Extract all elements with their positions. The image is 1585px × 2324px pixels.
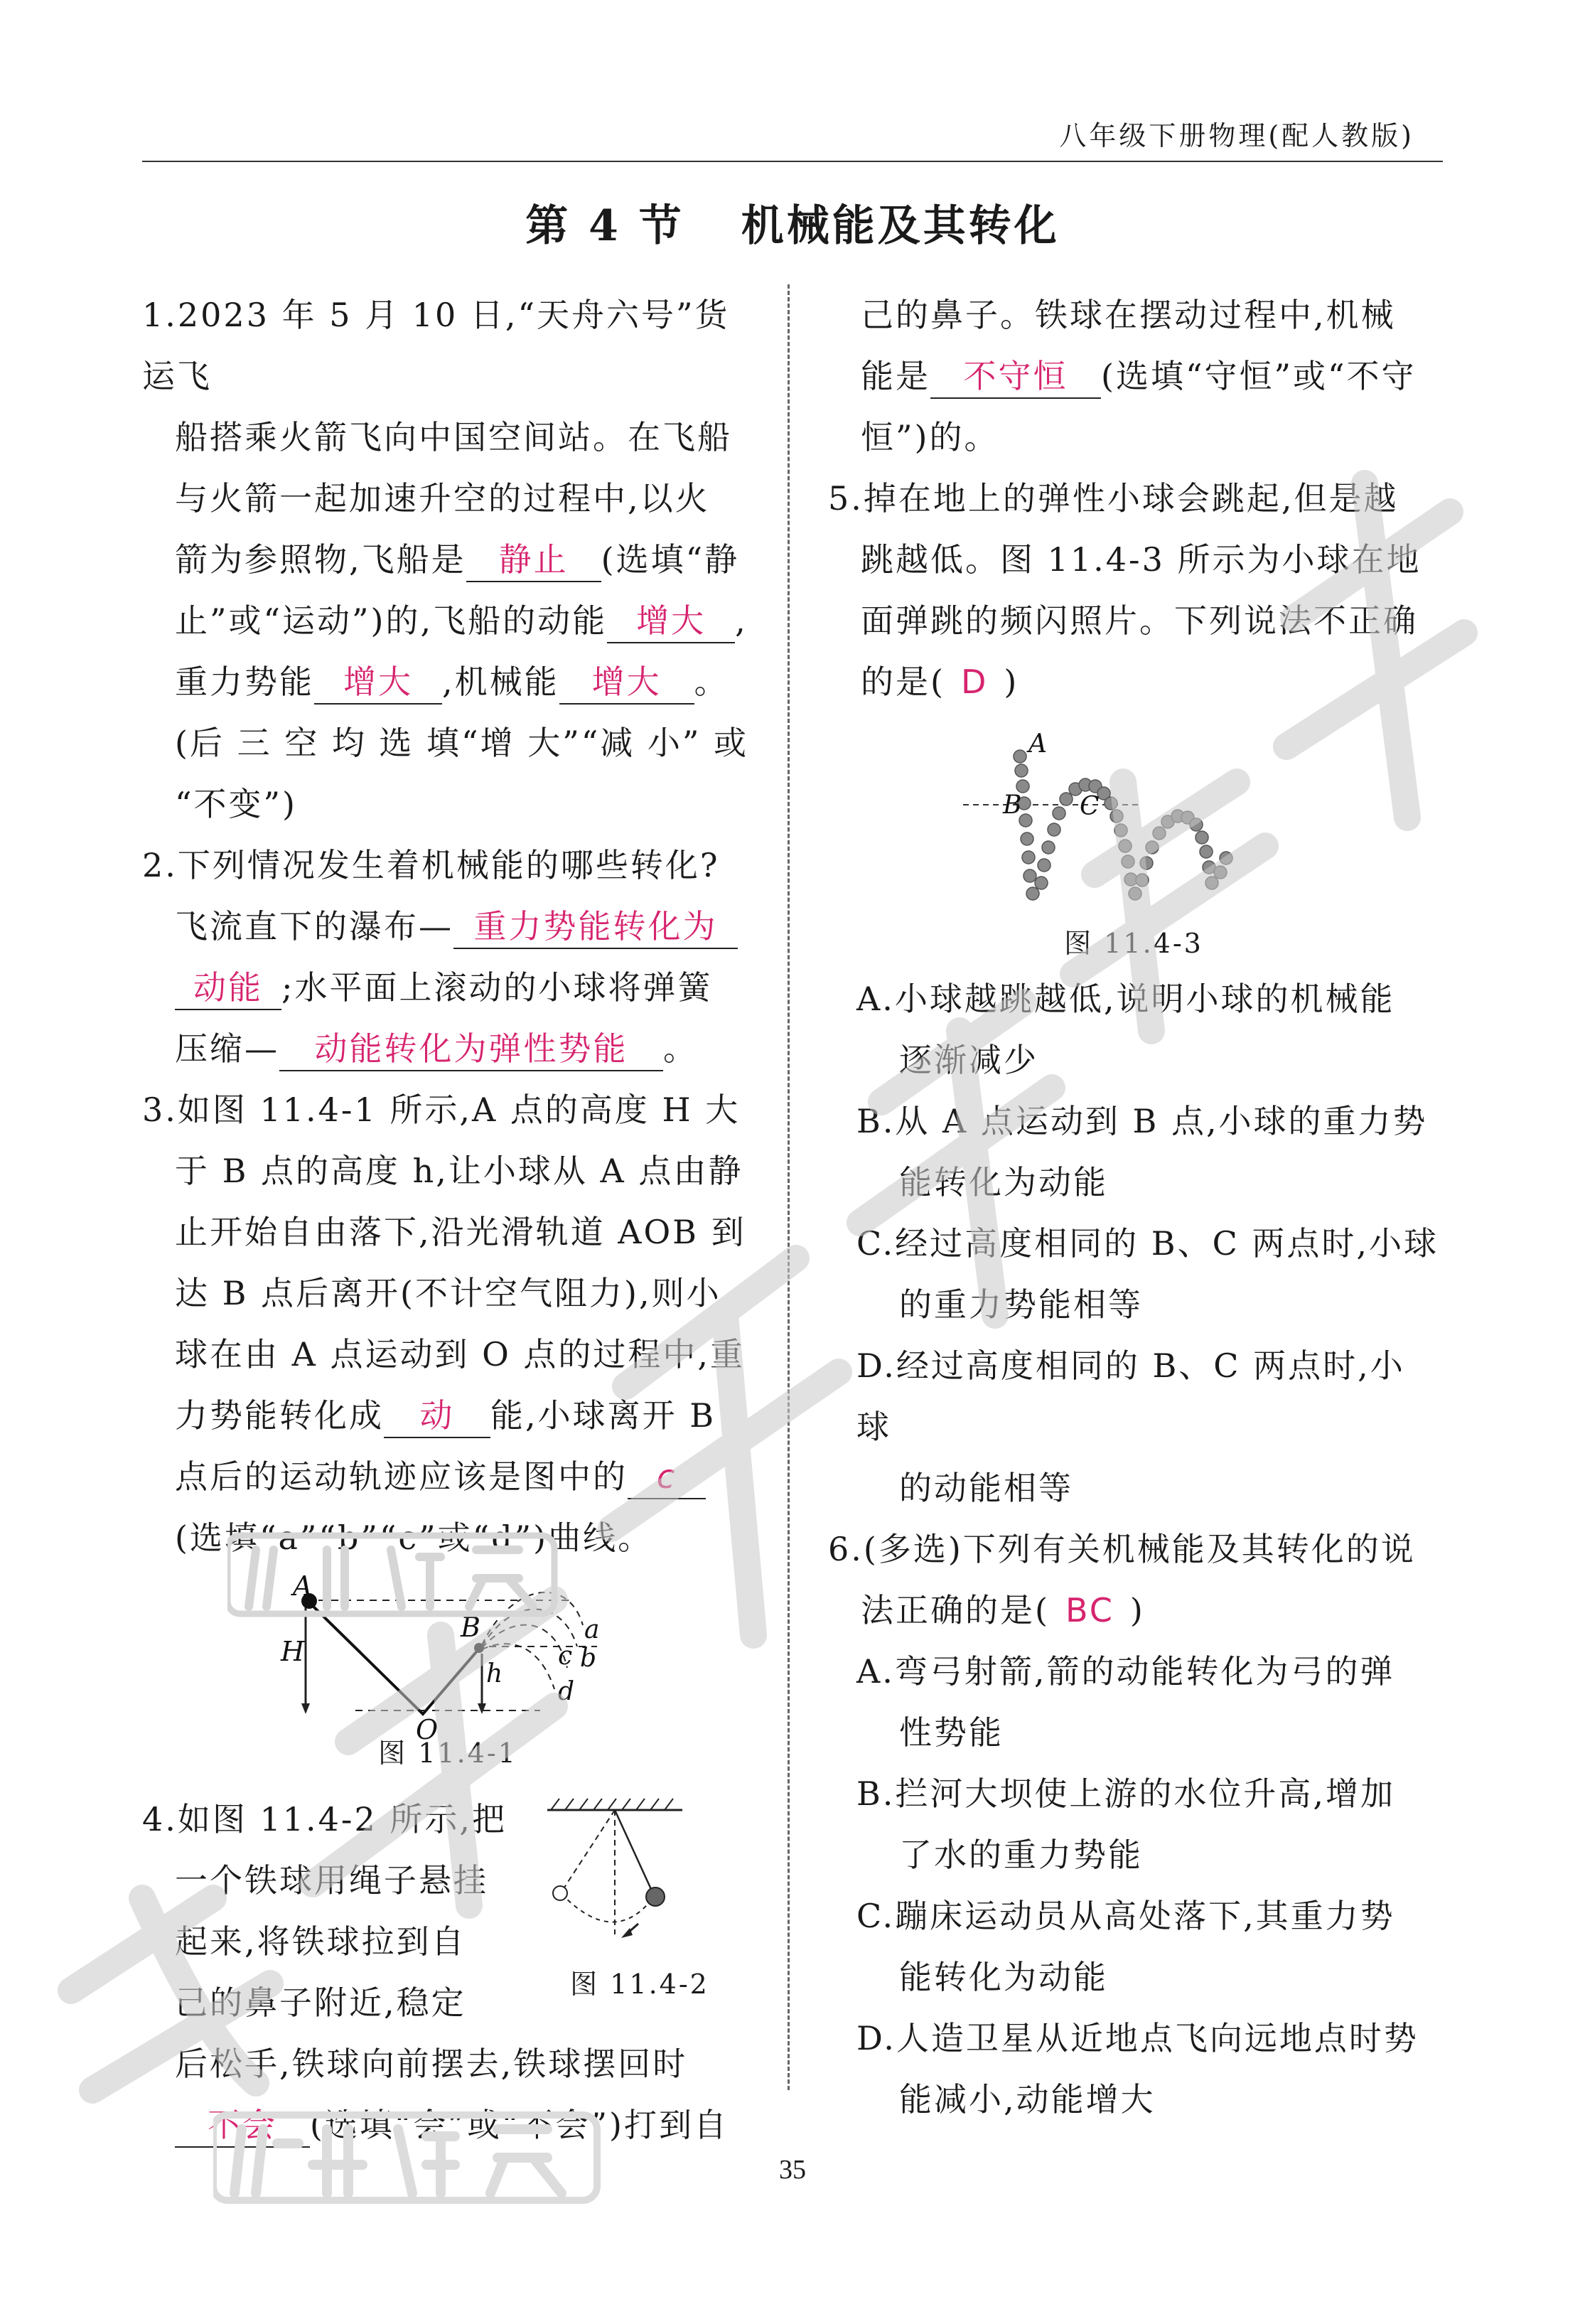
q5-answer: D [960,663,989,701]
q3-line: 达 B 点后离开(不计空气阻力),则小 [175,1274,721,1312]
q4-line: 起来,将铁球拉到自 [175,1922,466,1961]
q5-option-d: D.经过高度相同的 B、C 两点时,小球 [856,1346,1405,1446]
q4-line: 不会 (选填“会”或“不会”)打到自 [142,2094,753,2156]
section-name: 机械能及其转化 [741,201,1060,251]
question-1 [142,284,753,835]
q4-line: 能是 不守恒 (选填“守恒”或“不守 [828,346,1439,407]
q5-option-c-cont: 的重力势能相等 [899,1285,1143,1324]
q1-line: 重力势能 增大 ,机械能 增大 。 [142,651,753,712]
q1-answer-blank-4: 增大 [559,660,694,705]
q3-line: 球在由 A 点运动到 O 点的过程中,重 [175,1335,746,1373]
q4-line: 后松手,铁球向前摆去,铁球摆回时 [175,2045,688,2083]
brand-logo-graphic-small [227,1528,569,1621]
q1-answer-blank-3: 增大 [314,660,442,705]
q3-line: 于 B 点的高度 h,让小球从 A 点由静 [175,1152,743,1190]
q2-answer-blank-2: 动能转化为弹性势能 [279,1027,663,1071]
q3-line: 止开始自由落下,沿光滑轨道 AOB 到 [175,1213,746,1251]
book-title-header: 八年级下册物理(配人教版) [1059,120,1414,151]
q1-answer-blank-2: 增大 [607,599,735,643]
q5-line: 的是( D ) [861,663,1019,701]
figure-caption: 图 11.4-2 [570,1969,709,2000]
q4-line: 己的鼻子。铁球在摆动过程中,机械 [861,296,1396,334]
q1-line: (后 三 空 均 选 填“增 大”“减 小” 或 [175,724,748,762]
header-rule [142,161,1443,162]
figure-11-4-2 [540,1789,753,2023]
label-a: a [584,1615,602,1644]
figure-11-4-3 [828,712,1439,968]
q6-option-c-cont: 能转化为动能 [899,1958,1108,1996]
question-3 [142,1079,753,1774]
column-divider [788,284,790,2090]
q2-line: 飞流直下的瀑布— 重力势能转化为 [142,896,753,957]
pendulum-diagram [540,1789,753,1974]
q4-answer-blank-1: 不会 [175,2104,310,2148]
q6-line: 法正确的是( BC ) [861,1591,1145,1629]
figure-caption: 图 11.4-3 [1064,928,1203,959]
q3-line: (选填“a”“b”“c”或“d”)曲线。 [175,1519,653,1557]
page-number: 35 [779,2155,806,2185]
q1-line: 箭为参照物,飞船是 静止 (选填“静 [142,529,753,590]
brand-watermark-bottom [213,2101,611,2232]
q2-line: 压缩— 动能转化为弹性势能 。 [142,1018,753,1079]
q2-line: 动能 ;水平面上滚动的小球将弹簧 [142,957,753,1018]
bounce-photo [828,712,1439,919]
q5-option-a: A.小球越跳越低,说明小球的机械能 [856,980,1395,1018]
brand-watermark-middle [227,1528,569,1624]
figure-caption: 图 11.4-1 [378,1737,517,1769]
label-h: h [486,1659,505,1688]
q1-line: “不变”) [175,785,297,823]
q5-option-b: B.从 A 点运动到 B 点,小球的重力势 [856,1102,1428,1140]
label-C: C [1080,792,1102,821]
left-column [142,284,753,2156]
label-d: d [558,1677,577,1706]
q5-option-d-cont: 的动能相等 [899,1469,1073,1507]
q3-answer-blank-2: c [628,1455,706,1499]
label-c: c [558,1642,575,1671]
q3-answer-blank-1: 动 [384,1394,490,1438]
label-O: O [416,1714,441,1745]
section-number: 第 4 节 [525,201,684,251]
q6-option-d: D.人造卫星从近地点飞向远地点时势 [856,2019,1419,2057]
right-column [828,284,1439,2130]
q4-line: 一个铁球用绳子悬挂 [175,1861,488,1900]
q4-answer-blank-2: 不守恒 [930,355,1101,399]
q5-line: 跳越低。图 11.4-3 所示为小球在地 [861,540,1422,579]
q2-answer-blank-1a: 重力势能转化为 [453,905,738,949]
q4-line: 己的鼻子附近,稳定 [175,1983,466,2022]
q3-line: 点后的运动轨迹应该是图中的 c [142,1446,753,1507]
q5-line: 5.掉在地上的弹性小球会跳起,但是越 [828,479,1399,518]
q6-option-d-cont: 能减小,动能增大 [899,2080,1156,2119]
q5-option-b-cont: 能转化为动能 [899,1163,1108,1201]
label-A: A [293,1570,315,1602]
label-b: b [580,1644,599,1673]
q6-line: 6.(多选)下列有关机械能及其转化的说 [828,1530,1416,1568]
label-H: H [281,1636,307,1667]
label-B: B [1003,791,1024,820]
q1-answer-blank-1: 静止 [466,538,601,582]
q6-answer: BC [1065,1591,1114,1629]
q6-option-c: C.蹦床运动员从高处落下,其重力势 [856,1897,1395,1935]
q4-line: 4.如图 11.4-2 所示,把 [142,1800,507,1838]
q2-line: 2.下列情况发生着机械能的哪些转化? [142,846,720,884]
label-A: A [1028,729,1049,759]
label-B: B [461,1612,483,1643]
q5-line: 面弹跳的频闪照片。下列说法不正确 [861,601,1418,640]
q6-option-a-cont: 性势能 [899,1713,1004,1752]
q3-line: 力势能转化成 动 能,小球离开 B [142,1385,753,1446]
question-6 [828,1519,1439,2130]
q2-answer-blank-1b: 动能 [175,966,281,1010]
q4-line: 恒”)的。 [861,418,999,456]
question-4-continued [828,284,1439,468]
q1-line: 止”或“运动”)的,飞船的动能 增大 , [142,590,753,651]
section-title [0,192,1585,253]
brand-logo-graphic [213,2101,611,2207]
question-2 [142,835,753,1079]
q6-option-b: B.拦河大坝使上游的水位升高,增加 [856,1774,1396,1813]
q6-option-b-cont: 了水的重力势能 [899,1836,1143,1874]
q3-line: 3.如图 11.4-1 所示,A 点的高度 H 大 [142,1091,741,1129]
q1-line: 船搭乘火箭飞向中国空间站。在飞船 [175,418,732,456]
q5-option-c: C.经过高度相同的 B、C 两点时,小球 [856,1224,1439,1263]
question-5 [828,468,1439,1519]
q6-option-a: A.弯弓射箭,箭的动能转化为弓的弹 [856,1652,1395,1691]
q1-line: 1.2023 年 5 月 10 日,“天舟六号”货运飞 [142,296,730,395]
q5-option-a-cont: 逐渐减少 [899,1041,1038,1079]
q1-line: 与火箭一起加速升空的过程中,以火 [175,479,710,518]
